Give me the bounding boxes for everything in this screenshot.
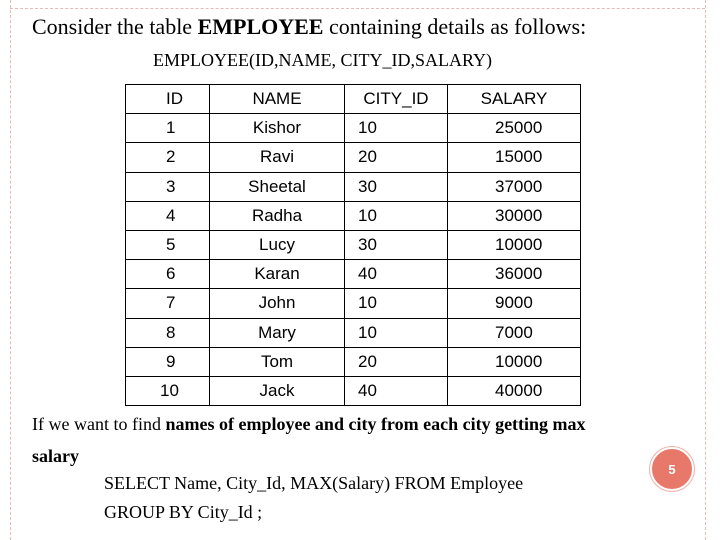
- table-row: [126, 347, 581, 376]
- cell-city-id: 40: [345, 376, 448, 405]
- cell-salary: 10000: [448, 347, 581, 376]
- cell-id: 7: [126, 289, 210, 318]
- column-header-name: NAME: [210, 85, 345, 114]
- cell-id: 3: [126, 172, 210, 201]
- cell-id: 5: [126, 230, 210, 259]
- cell-city-id: 10: [345, 318, 448, 347]
- cell-city-id: 10: [345, 201, 448, 230]
- cell-name: Karan: [210, 260, 345, 289]
- table-header-row: [126, 85, 581, 114]
- page-number-badge: 5: [650, 447, 694, 491]
- sql-group-by-line: GROUP BY City_Id ;: [104, 502, 263, 522]
- heading-suffix: containing details as follows:: [323, 14, 587, 39]
- table-row: [126, 114, 581, 143]
- cell-salary: 9000: [448, 289, 581, 318]
- cell-city-id: 30: [345, 230, 448, 259]
- cell-name: Mary: [210, 318, 345, 347]
- column-header-salary: SALARY: [448, 85, 581, 114]
- frame-top-border: [10, 8, 705, 10]
- cell-name: Jack: [210, 376, 345, 405]
- heading-table-name: EMPLOYEE: [197, 14, 324, 39]
- cell-city-id: 20: [345, 347, 448, 376]
- cell-id: 6: [126, 260, 210, 289]
- question-prefix: If we want to find: [32, 414, 166, 434]
- cell-salary: 15000: [448, 143, 581, 172]
- table-row: [126, 172, 581, 201]
- employee-table: [125, 84, 581, 406]
- cell-salary: 25000: [448, 114, 581, 143]
- cell-id: 1: [126, 114, 210, 143]
- cell-name: Ravi: [210, 143, 345, 172]
- slide-heading: [32, 14, 586, 40]
- table-row: [126, 376, 581, 405]
- cell-salary: 10000: [448, 230, 581, 259]
- sql-query: [104, 469, 523, 527]
- question-text: [32, 408, 672, 472]
- cell-city-id: 20: [345, 143, 448, 172]
- cell-salary: 30000: [448, 201, 581, 230]
- cell-name: Radha: [210, 201, 345, 230]
- cell-city-id: 10: [345, 289, 448, 318]
- column-header-city-id: CITY_ID: [345, 85, 448, 114]
- table-row: [126, 318, 581, 347]
- cell-city-id: 30: [345, 172, 448, 201]
- frame-left-border: [10, 0, 12, 540]
- table-row: [126, 230, 581, 259]
- cell-name: Lucy: [210, 230, 345, 259]
- table-schema: EMPLOYEE(ID,NAME, CITY_ID,SALARY): [153, 50, 492, 70]
- sql-select-line: SELECT Name, City_Id, MAX(Salary) FROM Employee: [104, 473, 524, 493]
- cell-id: 4: [126, 201, 210, 230]
- cell-id: 8: [126, 318, 210, 347]
- cell-salary: 37000: [448, 172, 581, 201]
- cell-salary: 40000: [448, 376, 581, 405]
- cell-name: Kishor: [210, 114, 345, 143]
- cell-salary: 36000: [448, 260, 581, 289]
- question-suffix: salary: [32, 446, 79, 466]
- table-row: [126, 201, 581, 230]
- heading-prefix: Consider the table: [32, 14, 198, 39]
- cell-city-id: 40: [345, 260, 448, 289]
- question-emphasis: names of employee and city from each city getting max: [165, 414, 586, 434]
- cell-name: John: [210, 289, 345, 318]
- column-header-id: ID: [126, 85, 210, 114]
- table-row: [126, 289, 581, 318]
- table-row: [126, 143, 581, 172]
- cell-salary: 7000: [448, 318, 581, 347]
- frame-right-border: [705, 0, 707, 540]
- cell-city-id: 10: [345, 114, 448, 143]
- cell-name: Tom: [210, 347, 345, 376]
- cell-id: 10: [126, 376, 210, 405]
- cell-id: 9: [126, 347, 210, 376]
- cell-name: Sheetal: [210, 172, 345, 201]
- table-row: [126, 260, 581, 289]
- cell-id: 2: [126, 143, 210, 172]
